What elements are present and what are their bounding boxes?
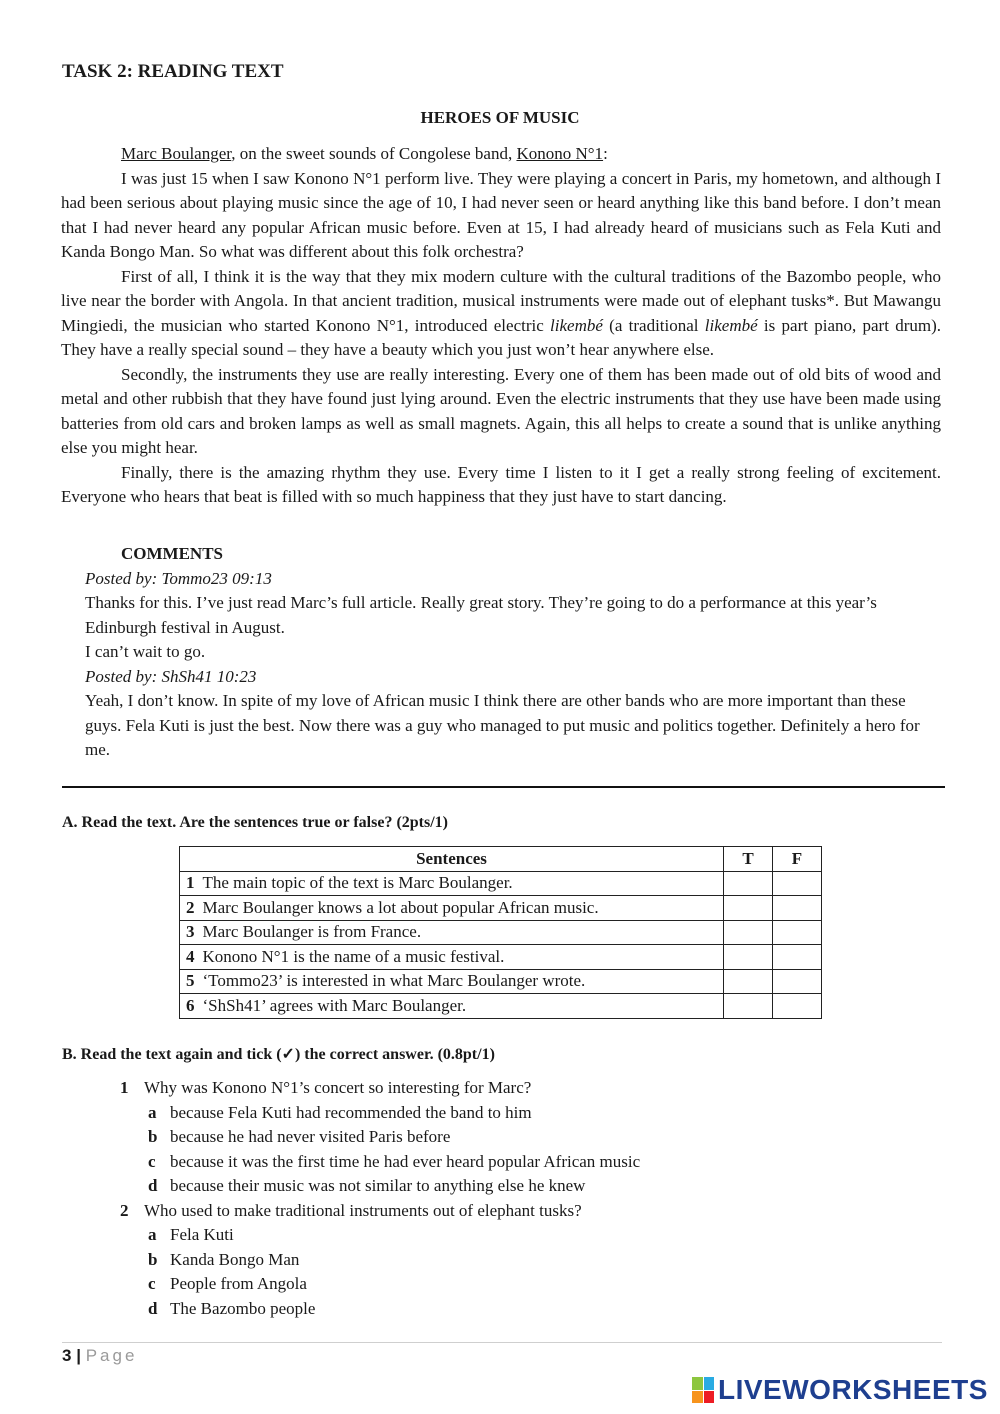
answer-option[interactable] [148,1248,640,1273]
band-name: Konono N°1 [516,144,604,163]
row-sentence: Marc Boulanger is from France. [199,920,724,945]
comments-section [85,542,945,763]
option-text: People from Angola [170,1274,307,1293]
article-paragraph-4: Finally, there is the amazing rhythm they use. Every time I listen to it I get a really strong feeling of excitement. Everyone who hears that beat is filled with so much happiness that they just have to start dancing. [61,462,941,506]
article-intro: Marc Boulanger, on the sweet sounds of Congolese band, Konono N°1: [121,144,608,163]
sentences-header: Sentences [180,847,724,872]
logo-badge-square [704,1391,715,1404]
true-false-table [179,846,822,1019]
option-text: because it was the first time he had ever heard popular African music [170,1151,641,1171]
false-header: F [773,847,822,872]
true-answer-cell[interactable] [724,871,773,896]
true-answer-cell[interactable] [724,896,773,921]
answer-option[interactable] [148,1174,640,1199]
true-answer-cell[interactable] [724,969,773,994]
option-text: The Bazombo people [170,1298,316,1318]
question-2 [120,1199,640,1224]
page-number: 3 [62,1346,72,1365]
true-answer-cell[interactable] [724,920,773,945]
liveworksheets-logo [692,1374,988,1406]
true-header: T [724,847,773,872]
option-text: because Fela Kuti had recommended the band to him [170,1102,532,1122]
option-text: Kanda Bongo Man [170,1249,300,1269]
footer-divider [62,1342,942,1343]
option-letter: c [148,1274,156,1293]
comment-text: Yeah, I don’t know. In spite of my love of African music I think there are other bands who are more important than these guys. Fela Kuti is just the best. Now there was a guy who managed to put music and politics together. Definitely a hero for me. [85,691,920,759]
question-1 [120,1076,640,1101]
comment-posted-by: Posted by: Tommo23 09:13 [85,568,272,588]
false-answer-cell[interactable] [773,945,822,970]
logo-badge-icon [692,1377,714,1403]
page-footer [62,1346,137,1366]
option-letter: d [148,1176,158,1195]
question-number: 1 [120,1078,129,1097]
article-paragraph-2: First of all, I think it is the way that they mix modern culture with the cultural traditions of the Bazombo people, who live near the border with Angola. In that ancient tradition, musical instruments were made out of elephant tusks*. But Mawangu Mingiedi, the musician who started Konono N°1, introduced electric likembé (a traditional likembé is part piano, part drum). They have a really special sound – they have a beauty which you just won’t hear anywhere else. [61,266,942,359]
logo-badge-square [704,1377,715,1390]
false-answer-cell[interactable] [773,920,822,945]
article-title: HEROES OF MUSIC [420,108,580,127]
false-answer-cell[interactable] [773,969,822,994]
task-title: TASK 2: READING TEXT [62,61,284,82]
section-a-heading: A. Read the text. Are the sentences true or false? (2pts/1) [62,814,448,831]
table-row [180,945,822,970]
option-letter: d [148,1298,158,1318]
answer-option[interactable] [148,1125,640,1150]
author-name: Marc Boulanger [121,144,232,163]
table-row [180,871,822,896]
answer-option[interactable] [148,1101,640,1126]
row-sentence: ‘ShSh41’ agrees with Marc Boulanger. [199,994,724,1019]
option-letter: a [148,1102,157,1122]
page-label: Page [85,1346,138,1365]
row-sentence: The main topic of the text is Marc Boulanger. [199,871,724,896]
table-row [180,896,822,921]
row-sentence: Konono N°1 is the name of a music festival. [199,945,724,970]
option-text: because he had never visited Paris before [170,1127,451,1146]
answer-option[interactable] [148,1150,640,1175]
table-header-row [180,847,822,872]
false-answer-cell[interactable] [773,871,822,896]
article-body [61,142,941,510]
comment-text: Thanks for this. I’ve just read Marc’s full article. Really great story. They’re going to do a performance at this year’s Edinburgh festival in August. [85,593,877,637]
logo-badge-square [692,1377,703,1390]
question-text: Who used to make traditional instruments out of elephant tusks? [144,1200,582,1220]
false-answer-cell[interactable] [773,896,822,921]
option-letter: c [148,1151,156,1171]
option-text: Fela Kuti [170,1225,234,1244]
option-text: because their music was not similar to anything else he knew [170,1176,586,1195]
row-number: 6 [180,994,199,1019]
section-b-heading: B. Read the text again and tick (✓) the correct answer. (0.8pt/1) [62,1046,495,1063]
row-number: 3 [180,920,199,945]
true-answer-cell[interactable] [724,945,773,970]
row-number: 4 [180,945,199,970]
row-sentence: ‘Tommo23’ is interested in what Marc Boulanger wrote. [199,969,724,994]
comments-heading: COMMENTS [121,544,223,563]
table-row [180,920,822,945]
option-letter: b [148,1127,158,1146]
brand-name: LIVEWORKSHEETS [718,1374,988,1405]
comment-text: I can’t wait to go. [85,642,206,661]
article-paragraph-3: Secondly, the instruments they use are really interesting. Every one of them has been made out of old bits of wood and metal and other rubbish that they have found just lying around. Even the electric instruments that they use have been made using batteries from old cars and broken lamps as well as small magnets. Again, this all helps to create a sound that is unlike anything else you might hear. [61,364,941,457]
row-sentence: Marc Boulanger knows a lot about popular African music. [199,896,724,921]
option-letter: a [148,1225,157,1244]
section-divider [62,786,945,788]
table-row [180,969,822,994]
article-paragraph-1: I was just 15 when I saw Konono N°1 perform live. They were playing a concert in Paris, my hometown, and although I had been serious about playing music since the age of 10, I had never seen or heard anything like this band before. I don’t mean that I had never heard any popular African music before. Even at 15, I had already heard of musicians such as Fela Kuti and Kanda Bongo Man. So what was different about this folk orchestra? [61,168,941,261]
false-answer-cell[interactable] [773,994,822,1019]
table-row [180,994,822,1019]
answer-option[interactable] [148,1272,640,1297]
answer-option[interactable] [148,1297,640,1322]
row-number: 1 [180,871,199,896]
page-separator: | [76,1346,81,1365]
comment-posted-by: Posted by: ShSh41 10:23 [85,666,257,686]
option-letter: b [148,1249,158,1269]
question-number: 2 [120,1200,129,1220]
question-text: Why was Konono N°1’s concert so interesting for Marc? [144,1078,532,1097]
answer-option[interactable] [148,1223,640,1248]
true-answer-cell[interactable] [724,994,773,1019]
row-number: 5 [180,969,199,994]
row-number: 2 [180,896,199,921]
logo-badge-square [692,1391,703,1404]
multiple-choice-questions [120,1076,640,1321]
